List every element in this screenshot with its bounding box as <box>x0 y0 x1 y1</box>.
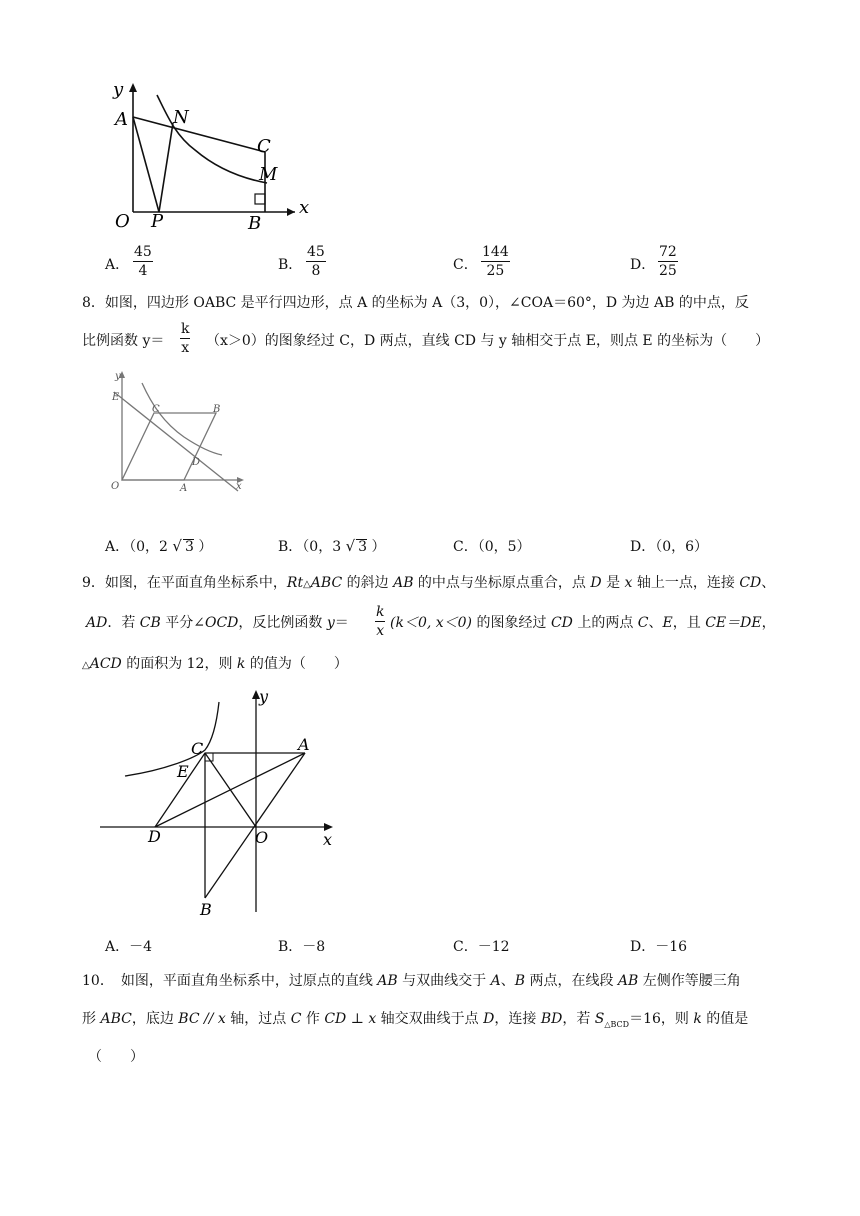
q7-option-b: B． <box>278 257 303 273</box>
q7-option-d-frac: $\frac{72}{25}$ <box>659 244 677 279</box>
q7-label-C: C <box>257 136 271 157</box>
q9-line2-a: AD．若 CB 平分∠OCD，反比例函数 y＝ <box>86 615 349 631</box>
q9-label-y: y <box>259 687 269 706</box>
q7-label-N: N <box>173 107 189 128</box>
q7-label-M: M <box>259 164 278 185</box>
q7-label-y: y <box>113 79 124 100</box>
q7-label-O: O <box>115 211 130 232</box>
q9-line3: △ACD 的面积为 12，则 k 的值为（ ） <box>82 656 348 672</box>
q7-label-B: B <box>248 213 262 234</box>
q9-option-b: B．－8 <box>278 939 326 955</box>
q9-line1: 9．如图，在平面直角坐标系中，Rt△ABC 的斜边 AB 的中点与坐标原点重合，点 D 是 x 轴上一点，连接 CD、 <box>82 575 776 591</box>
q9-label-x: x <box>323 830 333 849</box>
q7-option-c: C． <box>453 257 478 273</box>
q7-figure <box>95 75 315 235</box>
q9-label-A: A <box>298 735 310 754</box>
q8-figure <box>104 365 254 500</box>
q9-label-D: D <box>148 827 161 846</box>
q8-option-c: C．（0，5） <box>453 539 531 555</box>
q8-label-C: C <box>152 404 160 415</box>
q7-label-P: P <box>151 211 164 232</box>
q7-label-x: x <box>299 197 310 218</box>
q7-label-A: A <box>115 109 128 130</box>
q9-figure <box>95 680 355 920</box>
q8-label-E: E <box>112 392 120 403</box>
q8-label-y: y <box>115 371 121 382</box>
q9-label-C: C <box>191 739 204 758</box>
q8-label-B: B <box>213 404 221 415</box>
q7-option-b-frac: $\frac{45}{8}$ <box>307 244 325 279</box>
q7-option-d: D． <box>630 257 656 273</box>
q8-line2-post: （x＞0）的图象经过 C，D 两点，直线 CD 与 y 轴相交于点 E，则点 E 的坐标为（ ） <box>206 333 770 349</box>
q9-label-O: O <box>255 828 269 847</box>
q8-line2-pre: 比例函数 y＝ <box>82 333 165 349</box>
q8-label-D: D <box>192 457 201 468</box>
q9-option-c: C．－12 <box>453 939 510 955</box>
q7-option-a: A． <box>105 257 130 273</box>
q10-line1: 10． 如图，平面直角坐标系中，过原点的直线 AB 与双曲线交于 A、B 两点，在线段 AB 左侧作等腰三角 <box>82 973 741 989</box>
q9-line2-b: (k＜0, x＜0) 的图象经过 CD 上的两点 C、E，且 CE＝DE， <box>390 615 776 631</box>
q9-label-B: B <box>200 900 212 919</box>
q9-option-d: D．－16 <box>630 939 688 955</box>
q8-line1: 8．如图，四边形 OABC 是平行四边形，点 A 的坐标为 A（3，0），∠COA＝60°，D 为边 AB 的中点，反 <box>82 295 749 311</box>
q10-line2: 形 ABC，底边 BC // x 轴，过点 C 作 CD ⊥ x 轴交双曲线于点 D，连接 BD，若 $S_{\triangle BCD}=16$，则 k 的值是 <box>82 1011 749 1029</box>
q9-label-E: E <box>177 762 189 781</box>
q7-option-a-frac: $\frac{45}{4}$ <box>134 244 152 279</box>
q7-option-c-frac: $\frac{144}{25}$ <box>482 244 509 279</box>
sqrt-symbol: √ <box>345 537 356 555</box>
q8-option-a: A．（0，2 √ 3 ） <box>105 537 213 555</box>
q10-line3: （ ） <box>88 1049 144 1065</box>
sqrt-symbol: √ <box>172 537 182 555</box>
q9-option-a: A．－4 <box>105 939 153 955</box>
q8-label-A: A <box>180 483 188 494</box>
q8-label-O: O <box>111 481 120 492</box>
q8-option-d: D．（0，6） <box>630 539 709 555</box>
q8-label-x: x <box>236 481 242 492</box>
q8-option-b: B．（0，3 √ 3 ） <box>278 537 386 555</box>
q9-frac: $\frac{k}{x}$ <box>376 604 385 639</box>
q8-frac: $\frac{k}{x}$ <box>181 321 190 356</box>
